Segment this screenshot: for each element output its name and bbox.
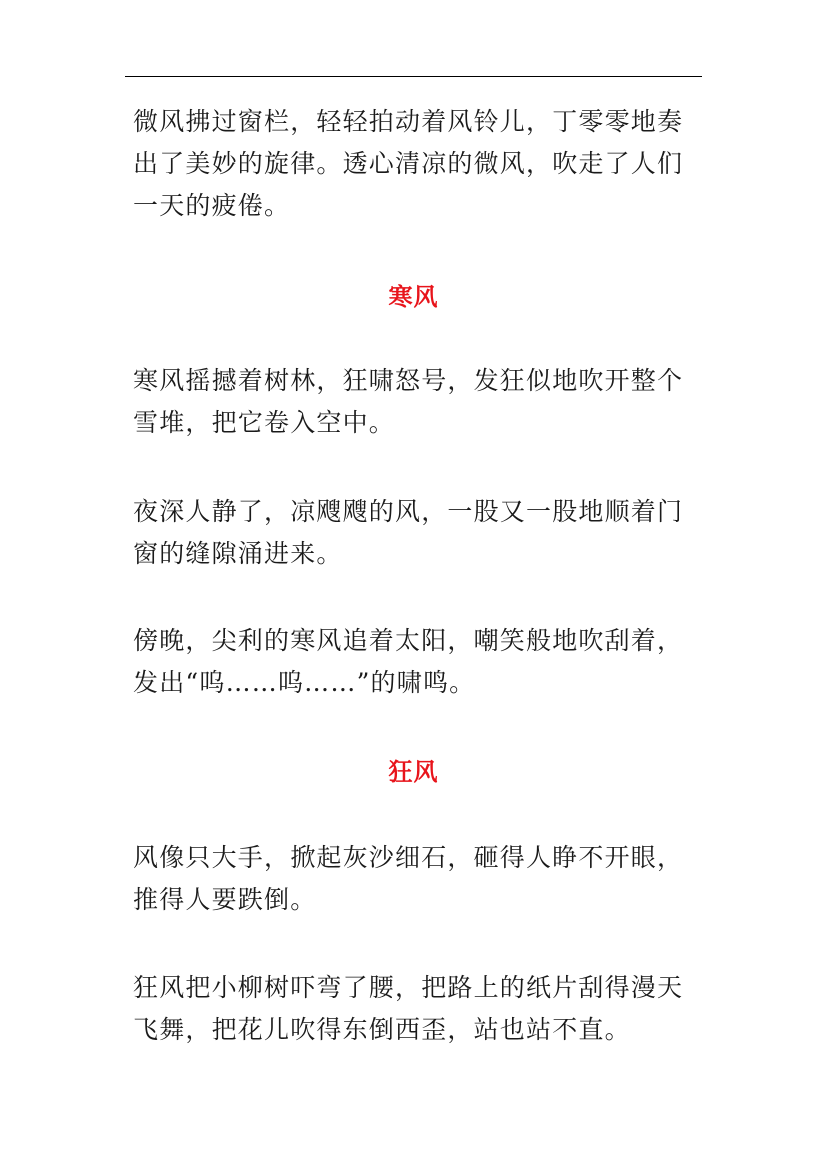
paragraph-strong-wind-2: 狂风把小柳树吓弯了腰，把路上的纸片刮得漫天飞舞，把花儿吹得东倒西歪，站也站不直。 <box>133 973 684 1044</box>
paragraph-cold-wind-1: 寒风摇撼着树林，狂啸怒号，发狂似地吹开整个雪堆，把它卷入空中。 <box>133 366 684 437</box>
heading-cold-wind: 寒风 <box>388 282 439 311</box>
heading-strong-wind: 狂风 <box>388 757 439 786</box>
paragraph-cold-wind-3: 傍晚，尖利的寒风追着太阳，嘲笑般地吹刮着，发出“呜……呜……”的啸鸣。 <box>133 626 684 697</box>
paragraph-cold-wind-2: 夜深人静了，凉飕飕的风，一股又一股地顺着门窗的缝隙涌进来。 <box>133 497 684 568</box>
paragraph-strong-wind-1: 风像只大手，掀起灰沙细石，砸得人睁不开眼，推得人要跌倒。 <box>133 843 684 914</box>
header-rule <box>125 76 702 77</box>
paragraph-breeze: 微风拂过窗栏，轻轻拍动着风铃儿，丁零零地奏出了美妙的旋律。透心清凉的微风，吹走了人们一天的疲倦。 <box>133 107 684 220</box>
